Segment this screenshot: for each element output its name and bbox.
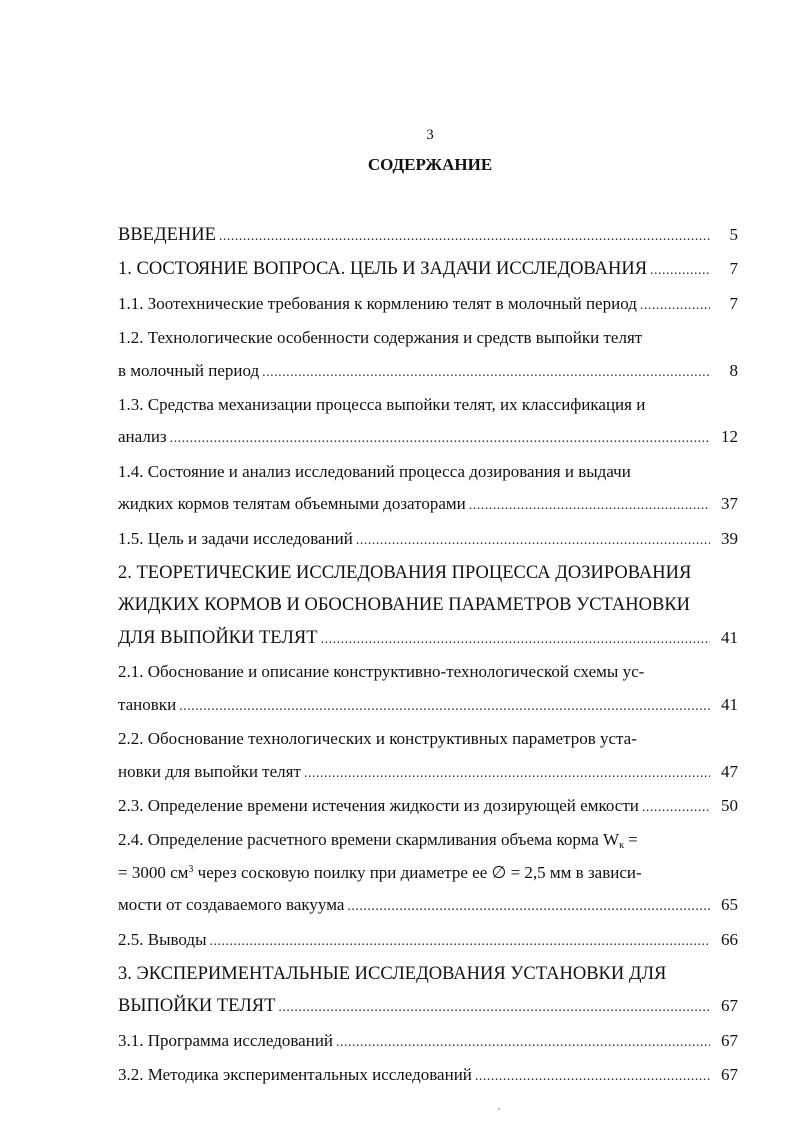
toc-entry-text: 1.1. Зоотехнические требования к кормлению телят в молочный период: [118, 293, 637, 313]
toc-entry-1-5: [118, 523, 738, 557]
toc-page-number: 41: [721, 627, 738, 647]
toc-page-number: 41: [721, 694, 738, 714]
dot-leader: [219, 221, 710, 253]
toc-entry-2-4-line2: [118, 857, 738, 889]
toc-entry-text: новки для выпойки телят: [118, 761, 301, 781]
toc-entry-text: 2.3. Определение времени истечения жидкости из дозирующей емкости: [118, 795, 639, 815]
dot-leader: [321, 624, 710, 656]
toc-entry-text: [118, 824, 738, 856]
toc-entry-text: 2.1. Обоснование и описание конструктивно-технологической схемы ус-: [118, 662, 645, 682]
toc-page-number: 8: [729, 360, 738, 380]
toc-page-number: 5: [729, 225, 738, 244]
toc-page-number: 47: [721, 761, 738, 781]
toc-entry-2-2-line2: [118, 756, 738, 790]
toc-entry-text: ВВЕДЕНИЕ: [118, 225, 216, 245]
toc-page-number: 67: [721, 1065, 738, 1085]
toc-page-number: 65: [721, 895, 738, 915]
toc-entry-1-4-line1: [118, 456, 738, 488]
toc-entry-1-3-line1: [118, 389, 738, 421]
toc-page-number: 12: [721, 427, 738, 447]
subscript: к: [619, 840, 624, 852]
toc-entry-text: 1.4. Состояние и анализ исследований процесса дозирования и выдачи: [118, 461, 631, 481]
toc-entry-text-part: =: [623, 830, 638, 850]
dot-leader: [336, 1027, 710, 1059]
dot-leader: [304, 758, 710, 790]
dot-leader: [278, 992, 710, 1024]
toc-entry-section-2-line2: [118, 589, 738, 621]
toc-entry-text: 3.2. Методика экспериментальных исследований: [118, 1065, 472, 1085]
toc-entry-text: в молочный период: [118, 360, 260, 380]
toc-entry-2-1-line2: [118, 689, 738, 723]
dot-leader: [170, 423, 710, 455]
toc-entry-text: 3. ЭКСПЕРИМЕНТАЛЬНЫЕ ИССЛЕДОВАНИЯ УСТАНОВКИ ДЛЯ: [118, 963, 667, 984]
toc-entry-text: 1. СОСТОЯНИЕ ВОПРОСА. ЦЕЛЬ И ЗАДАЧИ ИССЛЕДОВАНИЯ: [118, 259, 648, 280]
toc-entry-text: тановки: [118, 694, 177, 714]
toc-entry-1-2-line1: [118, 322, 738, 354]
dot-leader: [469, 490, 710, 522]
toc-entry-text: ВЫПОЙКИ ТЕЛЯТ: [118, 996, 276, 1017]
toc-entry-text: 1.5. Цель и задачи исследований: [118, 528, 353, 548]
toc-entry-3-2: [118, 1059, 738, 1093]
toc-page-number: 67: [721, 996, 738, 1016]
toc-entry-text: 2. ТЕОРЕТИЧЕСКИЕ ИССЛЕДОВАНИЯ ПРОЦЕССА ДОЗИРОВАНИЯ: [118, 563, 692, 584]
toc-entry-text: 2.5. Выводы: [118, 929, 207, 949]
toc-entry-2-5: [118, 924, 738, 958]
toc-entry-1-1: [118, 288, 738, 322]
toc-entry-1-2-line2: [118, 355, 738, 389]
toc-entry-section-3-line1: [118, 958, 738, 990]
toc-page-number: 7: [729, 293, 738, 313]
dot-leader: [650, 255, 710, 287]
table-of-contents: [118, 219, 738, 1094]
toc-page-number: 50: [721, 795, 738, 815]
toc-entry-text: 1.2. Технологические особенности содержания и средств выпойки телят: [118, 328, 643, 348]
toc-entry-section-2-line1: [118, 557, 738, 589]
toc-page-number: 67: [721, 1030, 738, 1050]
toc-entry-2-2-line1: [118, 723, 738, 755]
toc-entry-text: [118, 857, 738, 889]
toc-entry-text: 1.3. Средства механизации процесса выпойки телят, их классификация и: [118, 395, 646, 415]
toc-entry-1-3-line2: [118, 421, 738, 455]
toc-entry-text: ДЛЯ ВЫПОЙКИ ТЕЛЯТ: [118, 627, 318, 648]
scan-speck: [498, 1108, 500, 1110]
toc-entry-2-4-line1: [118, 824, 738, 856]
toc-entry-text: жидких кормов телятам объемными дозаторами: [118, 494, 466, 514]
toc-page-number: 39: [721, 528, 738, 548]
toc-page-number: 37: [721, 494, 738, 514]
toc-entry-section-1: [118, 253, 738, 287]
toc-entry-section-3-line2: [118, 990, 738, 1024]
dot-leader: [642, 792, 710, 824]
toc-entry-1-4-line2: [118, 488, 738, 522]
page-number: 3: [426, 127, 434, 143]
toc-entry-section-2-line3: [118, 622, 738, 656]
dot-leader: [640, 290, 710, 322]
toc-entry-2-1-line1: [118, 656, 738, 688]
dot-leader: [179, 691, 710, 723]
toc-entry-text-part: через сосковую поилку при диаметре ее ∅ = 2,5 мм в зависи-: [193, 862, 642, 882]
dot-leader: [347, 891, 710, 923]
toc-entry-text: анализ: [118, 427, 167, 447]
dot-leader: [475, 1061, 710, 1093]
toc-entry-text: ЖИДКИХ КОРМОВ И ОБОСНОВАНИЕ ПАРАМЕТРОВ УСТАНОВКИ: [118, 595, 691, 616]
toc-entry-text-part: = 3000 см: [118, 862, 189, 882]
toc-page-number: 7: [729, 259, 738, 279]
superscript: 3: [188, 863, 194, 875]
toc-entry-2-3: [118, 790, 738, 824]
page-title: СОДЕРЖАНИЕ: [367, 155, 493, 174]
dot-leader: [262, 357, 710, 389]
toc-entry-text: мости от создаваемого вакуума: [118, 895, 345, 915]
toc-entry-text: 3.1. Программа исследований: [118, 1030, 334, 1050]
dot-leader: [356, 525, 710, 557]
toc-entry-text: 2.2. Обоснование технологических и конструктивных параметров уста-: [118, 729, 637, 749]
dot-leader: [210, 926, 710, 958]
toc-entry-intro: [118, 219, 738, 253]
toc-entry-3-1: [118, 1025, 738, 1059]
toc-page-number: 66: [721, 929, 738, 949]
toc-entry-2-4-line3: [118, 889, 738, 923]
toc-entry-text-part: 2.4. Определение расчетного времени скармливания объема корма W: [118, 830, 620, 850]
